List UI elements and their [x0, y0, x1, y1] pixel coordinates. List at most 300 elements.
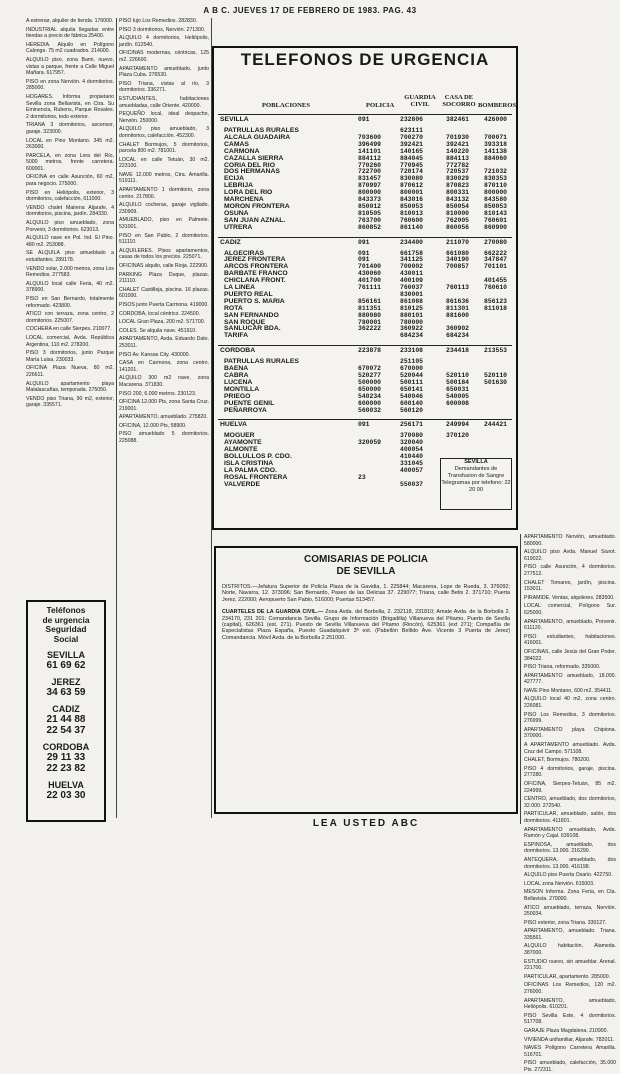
town-casa-socorro: 881600	[446, 311, 470, 319]
town-guardia-civil: 810013	[400, 209, 424, 217]
town-casa-socorro: 650031	[446, 385, 470, 393]
classified-ad: ALQUILO piso amueblado, 3 dormitorios, calefacción. 452300.	[119, 126, 209, 139]
town-name: CABRA	[224, 372, 249, 379]
sevilla-box-line: Demandantes de Transfusion de Sangre	[447, 466, 505, 479]
side-box-number: 21 44 88	[46, 714, 86, 726]
classified-ad: INDUSTRIAL alquila llegadas entre tiendas a precio de fábrica 25400.	[26, 26, 114, 40]
town-guardia-civil: 370080	[400, 432, 424, 440]
province-bomberos: 244421	[484, 421, 508, 429]
town-name: MARCHENA	[224, 196, 264, 203]
town-name: CAMAS	[224, 140, 249, 148]
town-policia: 560032	[358, 406, 382, 414]
classified-ad: HOGARES. Informa propietario Sevilla zona Bellavista, en Ctra. Su Eminencia, Rubens, Parque Rosales. 2 dormitorios, todo exterior.	[26, 93, 114, 120]
town-guardia-civil: 830001	[400, 290, 424, 298]
town-policia: 320059	[358, 439, 382, 447]
town-policia: 763700	[358, 216, 382, 224]
town-bomberos: 721032	[484, 168, 508, 176]
classified-column-1	[26, 18, 114, 596]
town-name: BAENA	[224, 365, 249, 373]
classified-ad: PISO Sevilla Este, 4 dormitorios. 517708.	[524, 1012, 616, 1026]
sevilla-box-telegram: Telegramas por telefono: 22 20 00	[441, 480, 511, 493]
town-guardia-civil: 861140	[400, 223, 424, 231]
col-header-guardia-civil: GUARDIA CIVIL	[404, 94, 436, 108]
classified-ad: ALQUILO apartamento playa Matalascañas, temporada. 275050.	[26, 380, 114, 394]
town-policia: 091	[358, 249, 370, 257]
province-name: HUELVA	[220, 421, 247, 429]
town-casa-socorro: 762005	[446, 216, 470, 224]
town-guardia-civil: 520044	[400, 372, 424, 379]
guardia-civil-cuarteles	[222, 609, 510, 641]
town-casa-socorro: 800331	[446, 189, 470, 197]
side-box-number: 22 03 30	[46, 790, 86, 802]
sevilla-box-title: SEVILLA	[464, 459, 488, 465]
classified-ad: A APARTAMENTO amueblado. Avda. Cruz del Campo. 571108.	[524, 742, 616, 755]
classified-ad: LOCAL en calle Tetuán, 30 m2. 223100.	[119, 156, 209, 170]
town-guardia-civil: 670000	[400, 365, 424, 373]
town-policia: 396499	[358, 140, 382, 148]
classified-ad: ESPINOSA, amueblado, dos dormitorios. 13.000. 216290.	[524, 841, 616, 855]
classified-ad: PISO amueblado 5 dormitorios. 225088.	[119, 431, 209, 445]
classified-ad: PISO en San Bernardo, totalmente reformado. 423800.	[26, 295, 114, 309]
classified-ad: PISO 4 dormitorios, garaje, piscina. 277280.	[524, 765, 616, 779]
town-name: ROSAL FRONTERA	[224, 473, 288, 481]
town-casa-socorro: 540005	[446, 392, 470, 400]
classified-ad: APARTAMENTO Nervión, amueblado. 580000.	[524, 534, 616, 547]
town-guardia-civil: 870612	[400, 182, 424, 190]
classified-ad: PISO Triana, reformado. 335000.	[524, 664, 601, 671]
town-policia: 780001	[358, 318, 382, 326]
comisarias-districts: DISTRITOS.—Jefatura Superior de Policía Plaza de la Gavidia, 1. 225844; Macarena, Lope de Rueda, 3. 376092; Norte, Navarra, 12. 373096; San Bernardo, Paseo de las Delicias 37. 229077; Triana, calle Betis 2. 371710; Puerta Jerez, 222000; Aeropuerto San Pablo, 516000; Puertas 513457.	[222, 584, 510, 603]
town-name: MOGUER	[224, 432, 255, 440]
urgency-phones-box	[212, 46, 518, 530]
town-casa-socorro: 870823	[446, 182, 470, 190]
classified-ad: ESTUDIO nuevo, sin amueblar. Arenal. 221700.	[524, 958, 616, 972]
town-policia: 810505	[358, 209, 382, 217]
classified-ad: PISO exterior, zona Triana. 330127.	[524, 919, 607, 926]
province-guardia-civil: 232806	[400, 116, 424, 123]
town-casa-socorro: 811301	[446, 304, 470, 312]
province-casa-socorro: 234418	[446, 347, 470, 355]
classified-ad: CHALET Castilleja, piscina. 16 plazas. 601000.	[119, 286, 209, 300]
town-policia: 091	[358, 256, 370, 264]
town-policia: 856161	[358, 297, 382, 305]
town-policia: 722700	[358, 168, 382, 176]
town-bomberos: 401455	[484, 277, 508, 285]
province-name: SEVILLA	[220, 116, 249, 123]
town-policia: 831457	[358, 175, 382, 183]
col-header-poblaciones: POBLACIONES	[262, 102, 310, 109]
town-policia: 23	[358, 473, 366, 481]
town-guardia-civil: 410440	[400, 453, 424, 461]
page-header: A B C. JUEVES 17 DE FEBRERO DE 1983. PAG. 43	[203, 6, 417, 15]
town-policia: 650000	[358, 385, 382, 393]
town-guardia-civil: 392421	[400, 140, 424, 148]
town-bomberos: 700071	[484, 133, 508, 141]
classified-ad: CASA en Carmona, zona centro. 141201.	[119, 360, 209, 373]
town-guardia-civil: 320040	[400, 439, 424, 447]
classified-ad: CHALET Bormujos, 5 dormitorios, parcela 800 m2. 781001.	[119, 141, 209, 155]
town-guardia-civil: 600140	[400, 399, 424, 407]
town-bomberos: 347847	[484, 256, 508, 264]
town-bomberos: 501630	[484, 378, 508, 386]
town-casa-socorro: 500184	[446, 378, 470, 386]
classified-ad: AMUEBLADO, piso en Palmete. 531001.	[119, 217, 209, 231]
town-guardia-civil: 341125	[400, 256, 424, 264]
town-bomberos: 520110	[484, 372, 508, 379]
classified-ad: COLES. Se alquila nave. 451910.	[119, 327, 197, 334]
classified-ad: APARTAMENTO playa Chipiona. 370000.	[524, 726, 616, 740]
classified-ad: APARTAMENTO amueblado, junto Plaza Cuba. 276530.	[119, 65, 209, 79]
town-guardia-civil: 843016	[400, 196, 424, 203]
town-guardia-civil: 800001	[400, 189, 424, 197]
town-casa-socorro: 520110	[446, 372, 470, 379]
classified-ad: PISO lujo Los Remedios. 282830.	[119, 18, 198, 24]
classified-ad: PISO 3 dormitorios, Nervión. 271300.	[119, 26, 206, 33]
town-policia: 843373	[358, 196, 382, 203]
town-casa-socorro: 370120	[446, 432, 470, 440]
town-guardia-civil: 880101	[400, 311, 424, 319]
classified-ad: PISOS junto Puerta Carmona. 419000.	[119, 301, 209, 308]
classified-ad: CHALET, Bormujos. 780200.	[524, 757, 591, 764]
town-casa-socorro: 140220	[446, 147, 470, 155]
town-name: SANLUCAR BDA.	[224, 325, 281, 333]
classified-ad: SE ALQUILA piso amueblado a estudiantes. 289178.	[26, 250, 114, 263]
classified-ad: PEQUEÑO local, ideal despacho, Nervión. 250000.	[119, 111, 209, 124]
town-policia: 401700	[358, 277, 382, 285]
town-name: LEBRIJA	[224, 182, 254, 190]
town-policia: 670072	[358, 365, 382, 373]
town-casa-socorro: 861636	[446, 297, 470, 305]
province-policia: 223878	[358, 347, 382, 355]
classified-ad: PARKING Plaza Duque, plazas. 211110.	[119, 271, 209, 285]
town-name: ARCOS FRONTERA	[224, 263, 289, 271]
classified-ad: APARTAMENTO, Avda. Eduardo Dato. 253011.	[119, 336, 209, 349]
town-guardia-civil: 560120	[400, 406, 424, 414]
section-divider	[218, 114, 512, 115]
town-guardia-civil: 331045	[400, 460, 424, 467]
town-guardia-civil: 430011	[400, 270, 424, 278]
town-name: AYAMONTE	[224, 439, 262, 447]
town-name: PUENTE GENIL	[224, 399, 275, 407]
town-casa-socorro: 360902	[446, 325, 470, 333]
classified-ad: ALQUILO piso, zona Bami, nuevo, vistas a parque, frente a Calle Miguel Mañara. 617957.	[26, 56, 114, 77]
town-name: PUERTO S. MARIA	[224, 297, 285, 305]
classified-ad: PISO Av. Kansas City. 430000.	[119, 351, 190, 358]
classified-ad: APARTAMENTO 1 dormitorio, zona centro. 217800.	[119, 187, 209, 200]
town-guardia-civil: 861088	[400, 297, 424, 305]
province-casa-socorro: 249994	[446, 421, 470, 429]
classified-ad: PISO 200, 6.000 metros. 230123.	[119, 390, 197, 397]
classified-ad: OFICINAS, calle Jesús del Gran Poder. 384022.	[524, 648, 616, 662]
classified-ad: OFICINA Plaza Nueva, 80 m2. 226611.	[26, 365, 114, 378]
town-casa-socorro: 810000	[446, 209, 470, 217]
classified-ad: APARTAMENTO amueblado, 18.000. 427777.	[524, 672, 616, 686]
town-casa-socorro: 843132	[446, 196, 470, 203]
side-box-city: CADIZ	[52, 704, 80, 715]
classified-ad: ALQUILO local calle Feria, 40 m2. 378900.	[26, 280, 114, 294]
town-guardia-civil: 661758	[400, 249, 424, 257]
town-policia: 141101	[358, 147, 382, 155]
town-name: ECIJA	[224, 175, 245, 183]
town-guardia-civil: 884045	[400, 154, 424, 162]
town-name: PUERTO REAL	[224, 290, 273, 298]
classified-ad: HEREDIA. Alquilo en Polígono Calonge. 75 m2 cuadrados. 214000.	[26, 41, 114, 55]
town-policia: 860852	[358, 223, 382, 231]
town-policia: 884112	[358, 154, 382, 162]
town-name: OSUNA	[224, 209, 249, 217]
town-bomberos: 811018	[484, 304, 508, 312]
column-divider	[520, 534, 521, 824]
column-divider	[116, 18, 117, 818]
town-policia: 500000	[358, 378, 382, 386]
classified-ad: NAVE 12.000 metros, Ctra. Amarilla. 519111.	[119, 171, 209, 185]
classified-ad: NAVES Polígono Carretera Amarilla. 516701.	[524, 1045, 616, 1058]
town-casa-socorro: 772782	[446, 161, 470, 169]
province-casa-socorro: 382461	[446, 116, 470, 123]
town-bomberos: 810143	[484, 209, 508, 217]
town-guardia-civil: 500111	[400, 378, 424, 386]
classified-ad: PISO amueblado, calefacción, 35.000 Pts. 272311.	[524, 1060, 616, 1073]
classified-ad: LOCAL zona Nervión. 615003.	[524, 880, 595, 887]
classified-ad: GARAJE Plaza Magdalena. 210900.	[524, 1028, 608, 1034]
seguridad-social-box	[26, 600, 106, 822]
classified-ad: ANTEQUERA, amueblado, dos dormitorios. 13.000. 416198.	[524, 856, 616, 870]
town-guardia-civil: 650141	[400, 385, 424, 393]
classified-ad: CHALET Tomares, jardín, piscina. 153011.	[524, 579, 616, 593]
town-bomberos: 860900	[484, 223, 508, 231]
town-name: PATRULLAS RURALES	[224, 127, 299, 134]
classified-ad: CENTRO, amueblado, dos dormitorios, 32.000. 272540.	[524, 796, 616, 809]
town-policia: 703600	[358, 133, 382, 141]
town-name: ALCALA GUADAIRA	[224, 133, 291, 141]
town-casa-socorro: 860056	[446, 223, 470, 231]
town-name: CHICLANA FRONT.	[224, 277, 286, 285]
col-header-casa-socorro: CASA DE SOCORRO	[442, 94, 476, 108]
town-bomberos: 760610	[484, 284, 508, 291]
town-policia: 870997	[358, 182, 382, 190]
town-guardia-civil: 400109	[400, 277, 424, 285]
col-header-policia: POLICIA	[366, 102, 395, 109]
town-guardia-civil: 700002	[400, 263, 424, 271]
classified-ad: APARTAMENTO, amueblado. Triana. 335561.	[524, 928, 616, 941]
town-name: CARMONA	[224, 147, 260, 155]
town-casa-socorro: 684234	[446, 332, 470, 340]
town-policia: 430060	[358, 270, 382, 278]
province-bomberos: 213553	[484, 347, 508, 355]
comisarias-subtitle: DE SEVILLA	[336, 566, 396, 577]
side-box-city: SEVILLA	[46, 650, 85, 661]
town-guardia-civil: 540046	[400, 392, 424, 400]
town-guardia-civil: 760037	[400, 284, 424, 291]
classified-ad: ALQUILO piso Avda. Manuel Siurot. 619022.	[524, 549, 616, 562]
town-guardia-civil: 720174	[400, 168, 424, 176]
comisarias-box	[214, 546, 518, 814]
classified-ad: LOCAL en Pino Montano. 345 m2. 263000.	[26, 137, 114, 151]
town-bomberos: 830353	[484, 175, 508, 183]
classified-ad: OFICINA en calle Asunción, 60 m2, para negocio. 275000.	[26, 174, 114, 188]
classified-ad: VENDO solar, 2.000 metros, zona Los Remedios. 277583.	[26, 265, 114, 279]
classified-ad: LOCAL comercial, Avda. República Argentina, 110 m2. 278200.	[26, 334, 114, 348]
classified-ad: PISO en San Pablo, 2 dormitorios. 511110.	[119, 232, 209, 246]
side-box-number: 22 54 37	[46, 725, 86, 737]
town-guardia-civil: 830080	[400, 175, 424, 183]
col-header-bomberos: BOMBEROS	[478, 102, 517, 109]
town-name: MORON FRONTERA	[224, 202, 290, 210]
side-box-entries	[28, 650, 104, 801]
town-name: ALGECIRAS	[224, 249, 265, 257]
town-bomberos: 760601	[484, 216, 508, 224]
classified-ad: VIVIENDA unifamiliar, Aljarafe. 782011.	[524, 1036, 615, 1043]
town-guardia-civil: 760600	[400, 216, 424, 224]
province-guardia-civil: 234400	[400, 238, 424, 246]
classified-ad: ESTUDIANTES, habitaciones amuebladas, calle Oriente. 420000.	[119, 95, 209, 109]
town-bomberos: 850053	[484, 202, 508, 210]
town-name: LA LINEA	[224, 284, 256, 291]
classified-ad: PISO 3 dormitorios, junto Parque María Luisa. 230033.	[26, 350, 114, 363]
classified-ad: ALQUILO nave en Pol. Ind. El Pino. 480 m2. 253088.	[26, 235, 114, 248]
town-bomberos: 701101	[484, 263, 508, 271]
classified-ad: ALQUILO piso amueblado, zona Porvenir, 3 dormitorios. 623013.	[26, 220, 114, 233]
town-name: SAN ROQUE	[224, 318, 266, 326]
classified-ad: ALQUILO 300 m2 nave, zona Macarena. 371830.	[119, 375, 209, 388]
classified-ad: OFICINAS alquilo, calle Rioja. 222900.	[119, 263, 209, 269]
side-box-city: HUELVA	[48, 780, 84, 791]
side-box-city: JEREZ	[51, 677, 81, 688]
town-guardia-civil: 850053	[400, 202, 424, 210]
town-name: LORA DEL RIO	[224, 189, 273, 197]
classified-ad: ALQUILO habitación, Alameda. 387000.	[524, 943, 616, 957]
side-box-number: 22 23 82	[46, 763, 86, 775]
town-bomberos: 870110	[484, 182, 508, 190]
side-box-number: 34 63 59	[46, 687, 86, 699]
town-casa-socorro: 884113	[446, 154, 470, 162]
classified-ad: LOCAL comercial, Polígono Sur. 625000.	[524, 603, 616, 616]
town-name: TARIFA	[224, 332, 249, 340]
classified-ad: PARCELA, en zona Lora del Río, 5000 metros, frente carretera. 600001.	[26, 152, 114, 172]
town-name: PRIEGO	[224, 392, 251, 400]
classified-ad: OFICINA, Sierpes-Tetuán, 85 m2. 224999.	[524, 781, 616, 794]
lea-abc-slogan: LEA USTED ABC	[312, 818, 420, 829]
section-divider	[218, 237, 512, 238]
classified-ad: PISO Los Remedios, 3 dormitorios. 276999.	[524, 711, 616, 725]
classified-ad: PARTICULAR, apartamento. 285000.	[524, 973, 611, 980]
classified-ad: LOCAL Gran Plaza, 200 m2. 571700.	[119, 319, 206, 326]
province-guardia-civil: 233108	[400, 347, 424, 355]
town-name: LA PALMA CDO.	[224, 466, 277, 474]
town-name: ISLA CRISTINA	[224, 460, 274, 467]
town-name: ROTA	[224, 304, 243, 312]
town-bomberos: 800000	[484, 189, 508, 197]
classified-ad: PISO en zona Nervión. 4 dormitorios. 285000.	[26, 78, 114, 92]
province-policia: 091	[358, 238, 370, 246]
province-casa-socorro: 211070	[446, 238, 470, 246]
classified-ad: APARTAMENTO, amueblado. 275820.	[119, 414, 208, 421]
side-box-city: CORDOBA	[42, 742, 90, 753]
classified-ad: VENDO piso Triana, 90 m2, exterior, garaje. 335571.	[26, 395, 114, 409]
section-divider	[218, 345, 512, 346]
town-casa-socorro: 850054	[446, 202, 470, 210]
town-guardia-civil: 780000	[400, 318, 424, 326]
town-policia: 850012	[358, 202, 382, 210]
province-bomberos: 426000	[484, 116, 508, 123]
town-guardia-civil: 700270	[400, 133, 424, 141]
town-name: ALMONTE	[224, 446, 258, 454]
town-policia: 811351	[358, 304, 382, 312]
classified-ad: PISO en Heliópolis, exterior, 3 dormitorios, calefacción, 611000.	[26, 189, 114, 203]
town-name: MONTILLA	[224, 385, 260, 393]
side-box-number: 29 11 33	[46, 752, 86, 764]
classified-ad: MESON Informa. Zona Feria, en Cta. Bellavista. 279000.	[524, 889, 616, 902]
classified-ad: CORDOBA, local céntrico. 224500.	[119, 310, 201, 317]
town-guardia-civil: 623111	[400, 127, 424, 134]
classified-ad: ALQUILO piso Puerta Osario. 422750.	[524, 872, 613, 879]
town-name: VALVERDE	[224, 480, 261, 488]
town-casa-socorro: 701930	[446, 133, 470, 141]
town-guardia-civil: 684234	[400, 332, 424, 340]
classified-ad: ALQUILO local 40 m2, zona centro. 226081.	[524, 696, 616, 710]
classified-ad: PISO calle Asunción, 4 dormitorios. 277512.	[524, 564, 616, 577]
section-divider	[218, 419, 512, 420]
town-guardia-civil: 810125	[400, 304, 424, 312]
town-bomberos: 856123	[484, 297, 508, 305]
town-guardia-civil: 251105	[400, 358, 424, 366]
town-casa-socorro: 340190	[446, 256, 470, 264]
classified-ad: PISO Triana, vistas al río, 3 dormitorios. 336271.	[119, 80, 209, 94]
town-bomberos: 884060	[484, 154, 508, 162]
classified-ad: OFICINAS Los Remedios, 120 m2. 276000.	[524, 982, 616, 996]
urgency-title: TELEFONOS DE URGENCIA	[240, 50, 490, 69]
town-policia: 362222	[358, 325, 382, 333]
classified-ad: ALQUILO cocheras, garaje vigilado. 230909.	[119, 202, 209, 215]
town-guardia-civil: 770945	[400, 161, 424, 169]
classified-ad: APARTAMENTO, amueblado, Heliópolis. 610201.	[524, 997, 616, 1011]
province-guardia-civil: 256171	[400, 421, 424, 429]
town-name: UTRERA	[224, 223, 253, 231]
town-name: LUCENA	[224, 378, 253, 386]
classified-ad: PARTICULAR, amueblado, salón, dos dormitorios. 411801.	[524, 811, 616, 824]
classified-ad: ATICO amueblado, terraza, Nervión. 250034.	[524, 904, 616, 918]
classified-column-2	[119, 18, 209, 818]
town-name: DOS HERMANAS	[224, 168, 280, 176]
town-name: BARBATE FRANCO	[224, 270, 288, 278]
classified-ad: COCHERA en calle Sierpes. 210077.	[26, 326, 112, 333]
town-guardia-civil: 400054	[400, 446, 424, 454]
classified-ad: ALQUILERES. Pisos apartamentos, casas de todos los precios. 225071.	[119, 247, 209, 261]
town-name: CORIA DEL RIO	[224, 161, 275, 169]
comisarias-title: COMISARIAS DE POLICIA	[304, 554, 428, 565]
cuarteles-text: Zona Avda. del Borbolla, 2. 232118, 231810; Amate Avda. de la Borbolla 2. 234170, 231 201; Comandancia Sevilla. Grupo de Información (Brigadilla) Villanueva del Pítamo, Puerto de Sevilla (capital), 626361 (ext. 271). Puesto de Sevilla Villanueva del Pítamo (Rincón), 625361 (ext 271); Compañía de Especialistas Plaza España, Puesto Guadalquivir 3ª ext. (Pabellón Bellido Ave. Vicente 3 Puerta de Jerez) Comandancia. Móvil Avda. de la Borbolla 2 251000.	[222, 609, 511, 641]
town-casa-socorro: 661080	[446, 249, 470, 257]
side-box-number: 61 69 62	[46, 660, 86, 672]
classified-ad: PIRAMIDE. Ventas, alquileres. 283500.	[524, 594, 615, 601]
town-casa-socorro: 720537	[446, 168, 470, 176]
town-policia: 770260	[358, 161, 382, 169]
town-bomberos: 141138	[484, 147, 508, 155]
town-name: CAZALLA SIERRA	[224, 154, 284, 162]
classified-ad: OFICINA, 12.000 Pts, 58900.	[119, 422, 187, 429]
town-name: BOLLULLOS P. CDO.	[224, 453, 292, 461]
sevilla-transfusion-box	[440, 458, 512, 510]
town-casa-socorro: 600008	[446, 399, 470, 407]
town-casa-socorro: 760113	[446, 284, 470, 291]
town-policia: 761111	[358, 284, 382, 291]
classified-ad: APARTAMENTO, amueblado, Porvenir. 611120.	[524, 618, 616, 632]
town-policia: 800000	[358, 189, 382, 197]
town-casa-socorro: 392421	[446, 140, 470, 148]
cuarteles-heading: CUARTELES DE LA GUARDIA CIVIL.—	[222, 609, 324, 616]
town-policia: 880080	[358, 311, 382, 319]
town-guardia-civil: 140165	[400, 147, 424, 155]
